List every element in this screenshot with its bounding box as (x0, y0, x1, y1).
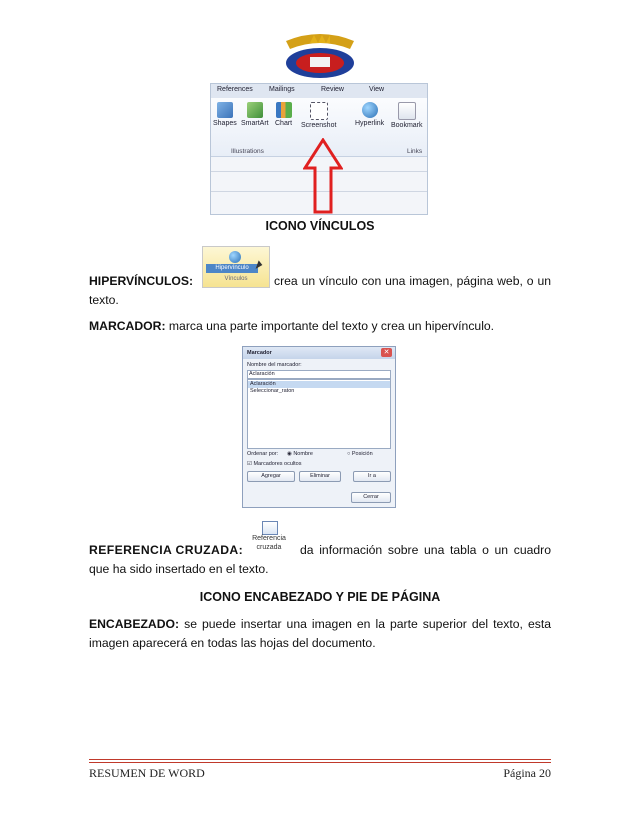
footer-divider (89, 759, 551, 760)
cross-reference-icon (262, 521, 278, 535)
heading-vinculos: ICONO VÍNCULOS (265, 219, 375, 233)
referencia-text-2: que ha sido insertado en el texto. (89, 562, 269, 576)
footer-page-number: Página 20 (503, 766, 551, 780)
cross-reference-thumb-line1: Referencia (252, 535, 286, 542)
bookmark-icon (398, 102, 416, 120)
shapes-button: Shapes (213, 102, 237, 127)
footer-divider-thin (89, 762, 551, 763)
encabezado-line-1 (89, 617, 551, 631)
bookmark-name-label: Nombre del marcador: (247, 362, 302, 368)
group-illustrations: Illustrations (231, 148, 264, 155)
tab-view: View (369, 86, 385, 93)
list-item: Aclaración (248, 381, 390, 388)
up-arrow-icon (303, 138, 343, 214)
tab-review: Review (321, 86, 344, 93)
bookmark-dialog (242, 346, 396, 508)
chart-icon (276, 102, 292, 118)
smartart-button: SmartArt (241, 102, 269, 127)
ribbon-screenshot (210, 83, 428, 215)
screenshot-icon (310, 102, 328, 120)
ribbon-tabs (211, 84, 427, 98)
hyperlink-thumb-caption: Vínculos (224, 276, 248, 282)
bookmark-button: Bookmark (391, 102, 423, 129)
dialog-titlebar (243, 347, 395, 359)
add-button: Agregar (247, 471, 295, 482)
bookmark-name-field: Aclaración (247, 370, 391, 379)
referencia-label: REFERENCIA CRUZADA: (89, 543, 244, 557)
hipervinculos-text-1: crea un vínculo con una imagen, página web, o un (274, 274, 551, 288)
encabezado-text-1: se puede insertar una imagen en la parte superior del texto, esta (184, 617, 551, 631)
dialog-title: Marcador (247, 350, 272, 356)
group-links: Links (407, 148, 423, 155)
referencia-text-1: da información sobre una tabla o un cuadro (300, 543, 551, 557)
cross-reference-thumb-line2: cruzada (256, 544, 282, 551)
encabezado-label: ENCABEZADO: (89, 617, 180, 631)
cursor-icon (256, 260, 264, 270)
sort-label: Ordenar por: (247, 451, 279, 457)
footer-left: RESUMEN DE WORD (89, 766, 205, 780)
delete-button: Eliminar (299, 471, 341, 482)
encabezado-text-2: imagen aparecerá en todas las hojas del documento. (89, 636, 376, 650)
list-item: Seleccionar_raton (250, 388, 295, 394)
hipervinculos-label: HIPERVÍNCULOS: (89, 274, 194, 288)
marcador-text: marca una parte importante del texto y crea un hipervínculo. (168, 319, 495, 333)
hyperlink-button: Hyperlink (355, 102, 384, 127)
chart-button: Chart (275, 102, 292, 127)
hyperlink-thumbnail (202, 246, 270, 288)
tab-references: References (217, 86, 253, 93)
globe-icon (362, 102, 378, 118)
heading-encabezado: ICONO ENCABEZADO Y PIE DE PÁGINA (199, 590, 441, 604)
shapes-icon (217, 102, 233, 118)
hyperlink-thumb-label: Hipervínculo (206, 264, 258, 273)
cross-reference-thumbnail (246, 520, 292, 558)
marcador-paragraph (89, 319, 494, 333)
hipervinculos-text-2: texto. (89, 293, 119, 307)
school-logo (280, 29, 360, 79)
hidden-bookmarks-checkbox: ☑ Marcadores ocultos (247, 461, 302, 467)
globe-icon (229, 251, 241, 263)
sort-name-radio: ◉ Nombre (287, 451, 313, 457)
marcador-label: MARCADOR: (89, 319, 166, 333)
smartart-icon (247, 102, 263, 118)
tab-mailings: Mailings (269, 86, 295, 93)
close-button: Cerrar (351, 492, 391, 503)
screenshot-button: Screenshot (301, 102, 336, 129)
close-icon: ✕ (381, 348, 392, 357)
goto-button: Ir a (353, 471, 391, 482)
sort-position-radio: ○ Posición (347, 451, 373, 457)
bookmark-list (247, 379, 391, 449)
